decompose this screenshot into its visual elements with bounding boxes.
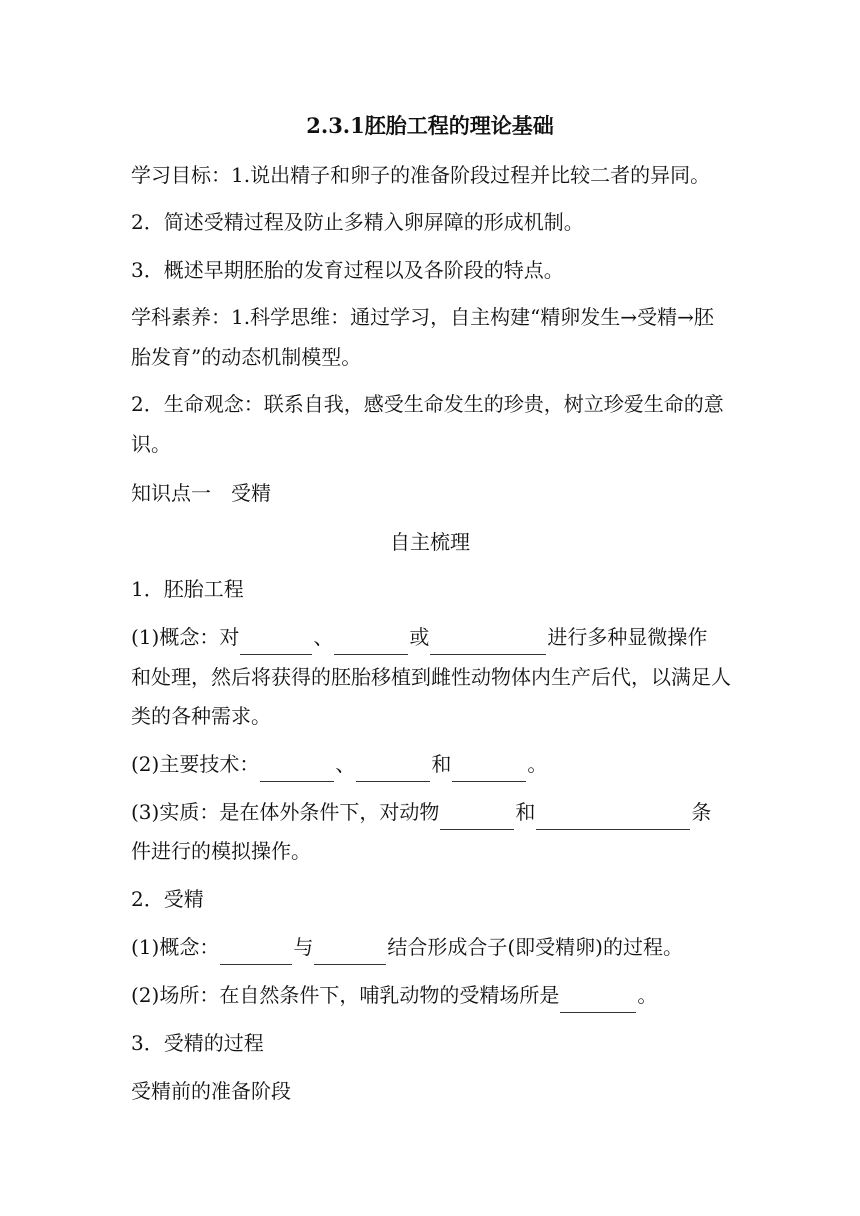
- literacy-line-2a: 2．生命观念：联系自我，感受生命发生的珍贵，树立珍爱生命的意: [131, 392, 724, 416]
- literacy-line-2b: 识。: [131, 432, 171, 456]
- item1-concept-b: 进行多种显微操作: [547, 625, 708, 649]
- item1-concept-a: (1)概念：对: [131, 625, 240, 649]
- item1-heading: 1．胚胎工程: [131, 577, 244, 601]
- subsection-heading: 自主梳理: [390, 530, 470, 554]
- item1-essence-line-1: [131, 794, 731, 830]
- item1-concept-line-2: 和处理，然后将获得的胚胎移植到雌性动物体内生产后代，以满足人: [131, 665, 731, 689]
- item2-concept-line: [131, 929, 731, 965]
- item3-subheading: 受精前的准备阶段: [131, 1079, 291, 1103]
- objective-line-2: 2．简述受精过程及防止多精入卵屏障的形成机制。: [131, 210, 584, 234]
- fill-blank[interactable]: [440, 803, 514, 830]
- item1-tech-a: (2)主要技术：: [131, 752, 260, 776]
- item3-heading: 3．受精的过程: [131, 1031, 264, 1055]
- item1-essence-a: (3)实质：是在体外条件下，对动物: [131, 800, 440, 824]
- fill-blank[interactable]: [560, 986, 636, 1013]
- period: 。: [637, 983, 658, 1007]
- fill-blank[interactable]: [430, 628, 546, 655]
- section-heading: 知识点一 受精: [131, 481, 271, 505]
- item2-heading: 2．受精: [131, 887, 204, 911]
- and-text: 和: [431, 752, 452, 776]
- fill-blank[interactable]: [334, 628, 408, 655]
- fill-blank[interactable]: [356, 755, 430, 782]
- fill-blank[interactable]: [452, 755, 526, 782]
- or-text: 或: [409, 625, 430, 649]
- fill-blank[interactable]: [240, 628, 312, 655]
- item1-essence-line-2: 件进行的模拟操作。: [131, 839, 311, 863]
- separator: 、: [313, 625, 334, 649]
- item1-essence-b: 条: [691, 800, 712, 824]
- objective-line-1: 学习目标：1.说出精子和卵子的准备阶段过程并比较二者的异同。: [131, 163, 711, 187]
- item2-concept-b: 结合形成合子(即受精卵)的过程。: [387, 935, 683, 959]
- item1-concept-line-3: 类的各种需求。: [131, 704, 271, 728]
- literacy-line-1a: 学科素养：1.科学思维：通过学习，自主构建“精卵发生→受精→胚: [131, 305, 714, 329]
- item1-tech-line: [131, 746, 731, 782]
- fill-blank[interactable]: [260, 755, 334, 782]
- objective-line-3: 3．概述早期胚胎的发育过程以及各阶段的特点。: [131, 258, 564, 282]
- fill-blank[interactable]: [314, 938, 386, 965]
- document-title: 2.3.1胚胎工程的理论基础: [306, 113, 554, 138]
- item1-concept-line-1: [131, 619, 731, 655]
- period: 。: [527, 752, 548, 776]
- item2-concept-a: (1)概念：: [131, 935, 220, 959]
- item2-place-a: (2)场所：在自然条件下，哺乳动物的受精场所是: [131, 983, 560, 1007]
- separator: 、: [335, 752, 356, 776]
- fill-blank[interactable]: [536, 803, 690, 830]
- item2-place-line: [131, 977, 731, 1013]
- literacy-line-1b: 胎发育”的动态机制模型。: [131, 345, 362, 369]
- and-text: 和: [515, 800, 536, 824]
- with-text: 与: [293, 935, 314, 959]
- fill-blank[interactable]: [220, 938, 292, 965]
